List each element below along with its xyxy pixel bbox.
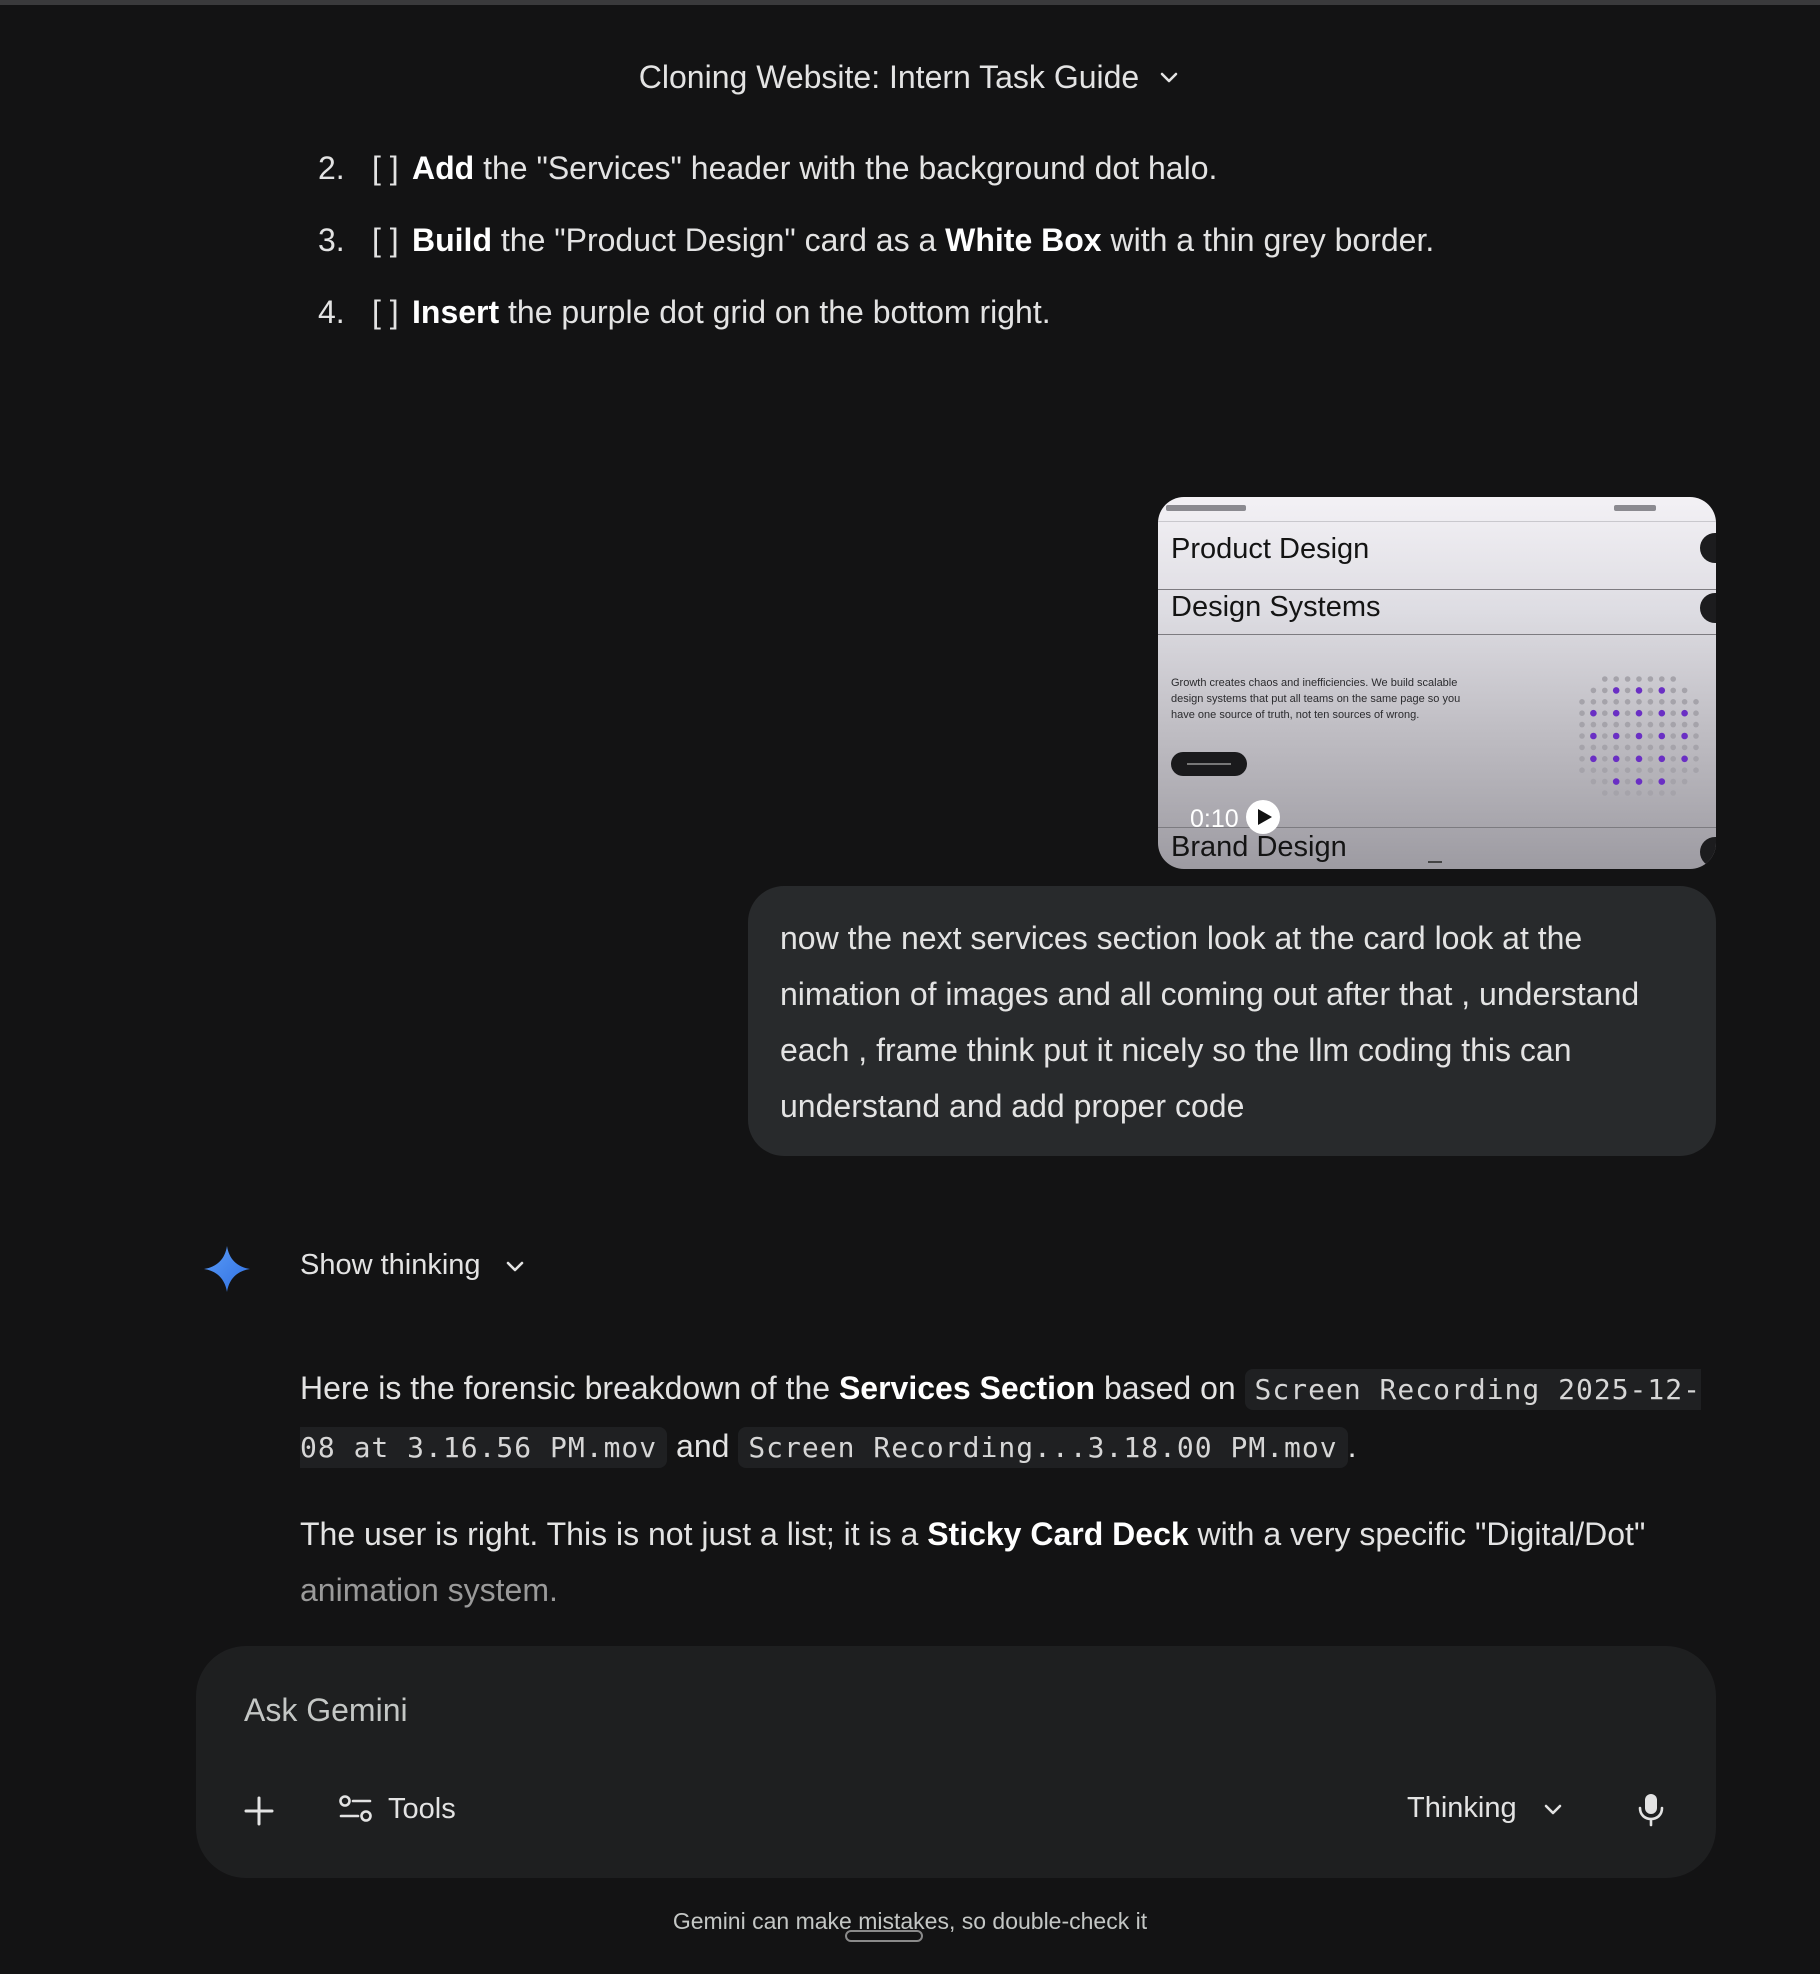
list-number: 3. <box>318 222 345 258</box>
grid-dot <box>1636 687 1643 694</box>
list-text: Add the "Services" header with the background dot halo. <box>412 150 1218 186</box>
grid-dot <box>1670 699 1676 705</box>
list-number: 2. <box>318 150 345 186</box>
grid-dot <box>1579 767 1585 773</box>
video-learn-more-pill <box>1171 752 1247 776</box>
grid-dot <box>1636 733 1643 740</box>
user-message-bubble: now the next services section look at the card look at the nimation of images and all coming out after that , understand each , frame think put it nicely so the llm coding this can understand and add proper code <box>748 886 1716 1156</box>
grid-dot <box>1659 745 1665 751</box>
grid-dot <box>1636 767 1642 773</box>
grid-dot <box>1591 722 1597 728</box>
grid-dot <box>1648 733 1654 739</box>
video-site-menu <box>1614 505 1656 511</box>
grid-dot <box>1682 745 1688 751</box>
grid-dot <box>1602 722 1608 728</box>
grid-dot <box>1648 756 1654 762</box>
chevron-down-icon <box>1541 1797 1565 1821</box>
grid-dot <box>1670 779 1676 785</box>
model-mode-selector[interactable] <box>1407 1792 1565 1825</box>
grid-dot <box>1625 779 1631 785</box>
show-thinking-label: Show thinking <box>300 1249 481 1281</box>
chevron-down-icon <box>1157 65 1181 89</box>
grid-dot <box>1670 733 1676 739</box>
prompt-input-placeholder[interactable]: Ask Gemini <box>244 1692 408 1728</box>
grid-dot <box>1613 767 1619 773</box>
prompt-input-box[interactable] <box>196 1646 1716 1878</box>
checkbox-text: [ ] <box>372 222 399 258</box>
video-divider <box>1158 634 1716 635</box>
grid-dot <box>1625 676 1631 682</box>
grid-dot <box>1590 756 1597 763</box>
grid-dot <box>1648 767 1654 773</box>
grid-dot <box>1602 756 1608 762</box>
grid-dot <box>1613 733 1620 740</box>
grid-dot <box>1579 699 1585 705</box>
grid-dot <box>1693 756 1699 762</box>
tools-button[interactable] <box>338 1792 456 1826</box>
grid-dot <box>1591 688 1597 694</box>
grid-dot <box>1636 756 1643 763</box>
list-text: Insert the purple dot grid on the bottom right. <box>412 294 1051 330</box>
grid-dot <box>1579 733 1585 739</box>
grid-dot <box>1682 767 1688 773</box>
grid-dot <box>1579 756 1585 762</box>
grid-dot <box>1613 687 1620 694</box>
grid-dot <box>1602 699 1608 705</box>
video-row-brand-design: Brand Design <box>1171 831 1347 863</box>
play-icon[interactable] <box>1246 800 1280 834</box>
list-item <box>318 220 1434 260</box>
grid-dot <box>1613 756 1620 763</box>
grid-dot <box>1625 733 1631 739</box>
grid-dot <box>1613 699 1619 705</box>
model-response <box>300 1360 1720 1648</box>
grid-dot <box>1693 722 1699 728</box>
grid-dot <box>1670 710 1676 716</box>
grid-dot <box>1648 779 1654 785</box>
model-mode-label: Thinking <box>1407 1792 1517 1824</box>
video-divider <box>1158 827 1716 828</box>
grid-dot <box>1670 745 1676 751</box>
grid-dot <box>1648 688 1654 694</box>
grid-dot <box>1636 790 1642 796</box>
grid-dot <box>1590 733 1597 740</box>
list-number: 4. <box>318 294 345 330</box>
grid-dot <box>1613 790 1619 796</box>
chevron-down-icon <box>503 1254 527 1278</box>
purple-dot-grid <box>1576 673 1702 799</box>
grid-dot <box>1648 790 1654 796</box>
grid-dot <box>1670 676 1676 682</box>
grid-dot <box>1670 756 1676 762</box>
list-item <box>318 148 1434 188</box>
grid-dot <box>1591 779 1597 785</box>
grid-dot <box>1659 756 1666 763</box>
task-checklist <box>318 148 1434 364</box>
grid-dot <box>1636 722 1642 728</box>
grid-dot <box>1636 778 1643 785</box>
video-divider <box>1158 589 1716 590</box>
grid-dot <box>1625 699 1631 705</box>
grid-dot <box>1625 756 1631 762</box>
grid-dot <box>1659 710 1666 717</box>
list-item <box>318 292 1434 332</box>
grid-dot <box>1659 733 1666 740</box>
grid-dot <box>1693 710 1699 716</box>
grid-dot <box>1625 745 1631 751</box>
grid-dot <box>1648 710 1654 716</box>
grid-dot <box>1613 745 1619 751</box>
grid-dot <box>1613 676 1619 682</box>
checkbox-text: [ ] <box>372 294 399 330</box>
grid-dot <box>1625 722 1631 728</box>
grid-dot <box>1602 688 1608 694</box>
video-row-design-systems: Design Systems <box>1171 591 1381 623</box>
grid-dot <box>1613 778 1620 785</box>
grid-dot <box>1625 767 1631 773</box>
grid-dot <box>1670 767 1676 773</box>
grid-dot <box>1659 778 1666 785</box>
grid-dot <box>1590 710 1597 717</box>
grid-dot <box>1693 745 1699 751</box>
grid-dot <box>1602 767 1608 773</box>
grid-dot <box>1682 722 1688 728</box>
grid-dot <box>1682 779 1688 785</box>
grid-dot <box>1591 699 1597 705</box>
grid-dot <box>1682 688 1688 694</box>
window-top-border <box>0 0 1820 5</box>
grid-dot <box>1659 687 1666 694</box>
grid-dot <box>1681 710 1688 717</box>
microphone-icon[interactable] <box>1636 1792 1666 1828</box>
show-thinking-toggle[interactable] <box>300 1249 527 1282</box>
grid-dot <box>1625 710 1631 716</box>
video-site-topbar <box>1158 497 1716 522</box>
grid-dot <box>1659 676 1665 682</box>
grid-dot <box>1579 722 1585 728</box>
video-attachment-thumbnail[interactable] <box>1158 497 1716 869</box>
grid-dot <box>1648 745 1654 751</box>
grid-dot <box>1659 767 1665 773</box>
home-indicator <box>845 1930 923 1942</box>
grid-dot <box>1636 699 1642 705</box>
inline-code-filename: Screen Recording...3.18.00 PM.mov <box>738 1427 1347 1468</box>
grid-dot <box>1659 699 1665 705</box>
video-site-breadcrumb <box>1166 505 1246 511</box>
grid-dot <box>1670 688 1676 694</box>
grid-dot <box>1693 699 1699 705</box>
conversation-title-button[interactable] <box>0 52 1820 102</box>
response-paragraph: The user is right. This is not just a list; it is a Sticky Card Deck with a very specific "Digital/Dot" animation system. <box>300 1516 1646 1608</box>
list-text: Build the "Product Design" card as a White Box with a thin grey border. <box>412 222 1435 258</box>
grid-dot <box>1591 745 1597 751</box>
grid-dot <box>1670 790 1676 796</box>
grid-dot <box>1591 767 1597 773</box>
grid-dot <box>1613 722 1619 728</box>
video-duration: 0:10 <box>1190 805 1239 833</box>
grid-dot <box>1636 676 1642 682</box>
grid-dot <box>1602 676 1608 682</box>
grid-dot <box>1602 733 1608 739</box>
grid-dot <box>1579 710 1585 716</box>
grid-dot <box>1636 745 1642 751</box>
grid-dot <box>1670 722 1676 728</box>
grid-dot <box>1625 790 1631 796</box>
video-card-description: Growth creates chaos and inefficiencies. We build scalable design systems that put all teams on the same page so you have one source of truth, not ten sources of wrong. <box>1171 677 1461 721</box>
response-paragraph: Here is the forensic breakdown of the Services Section based on Screen Recording 2025-12-08 at 3.16.56 PM.mov and Screen Recording...3.18.00 PM.mov . <box>300 1360 1720 1476</box>
grid-dot <box>1602 745 1608 751</box>
grid-dot <box>1659 790 1665 796</box>
grid-dot <box>1602 790 1608 796</box>
grid-dot <box>1681 733 1688 740</box>
grid-dot <box>1659 722 1665 728</box>
gemini-spark-icon <box>204 1246 250 1292</box>
conversation-title: Cloning Website: Intern Task Guide <box>638 58 1140 95</box>
tools-icon <box>338 1792 374 1826</box>
disclaimer-text: Gemini can make mistakes, so double-check it <box>672 1908 1148 1934</box>
grid-dot <box>1602 779 1608 785</box>
grid-dot <box>1636 710 1643 717</box>
grid-dot <box>1681 756 1688 763</box>
grid-dot <box>1648 722 1654 728</box>
grid-dot <box>1613 710 1620 717</box>
grid-dot <box>1682 699 1688 705</box>
grid-dot <box>1648 699 1654 705</box>
grid-dot <box>1693 767 1699 773</box>
grid-dot <box>1648 676 1654 682</box>
add-icon[interactable] <box>242 1794 276 1828</box>
grid-dot <box>1579 745 1585 751</box>
tools-label: Tools <box>388 1792 456 1825</box>
grid-dot <box>1625 688 1631 694</box>
video-row-product-design: Product Design <box>1171 533 1370 565</box>
grid-dot <box>1602 710 1608 716</box>
grid-dot <box>1693 733 1699 739</box>
video-scrubber-mark <box>1428 861 1442 863</box>
inline-code-filename: Screen Recording 2025-12-08 at 3.16.56 PM.mov <box>300 1369 1701 1468</box>
checkbox-text: [ ] <box>372 150 399 186</box>
